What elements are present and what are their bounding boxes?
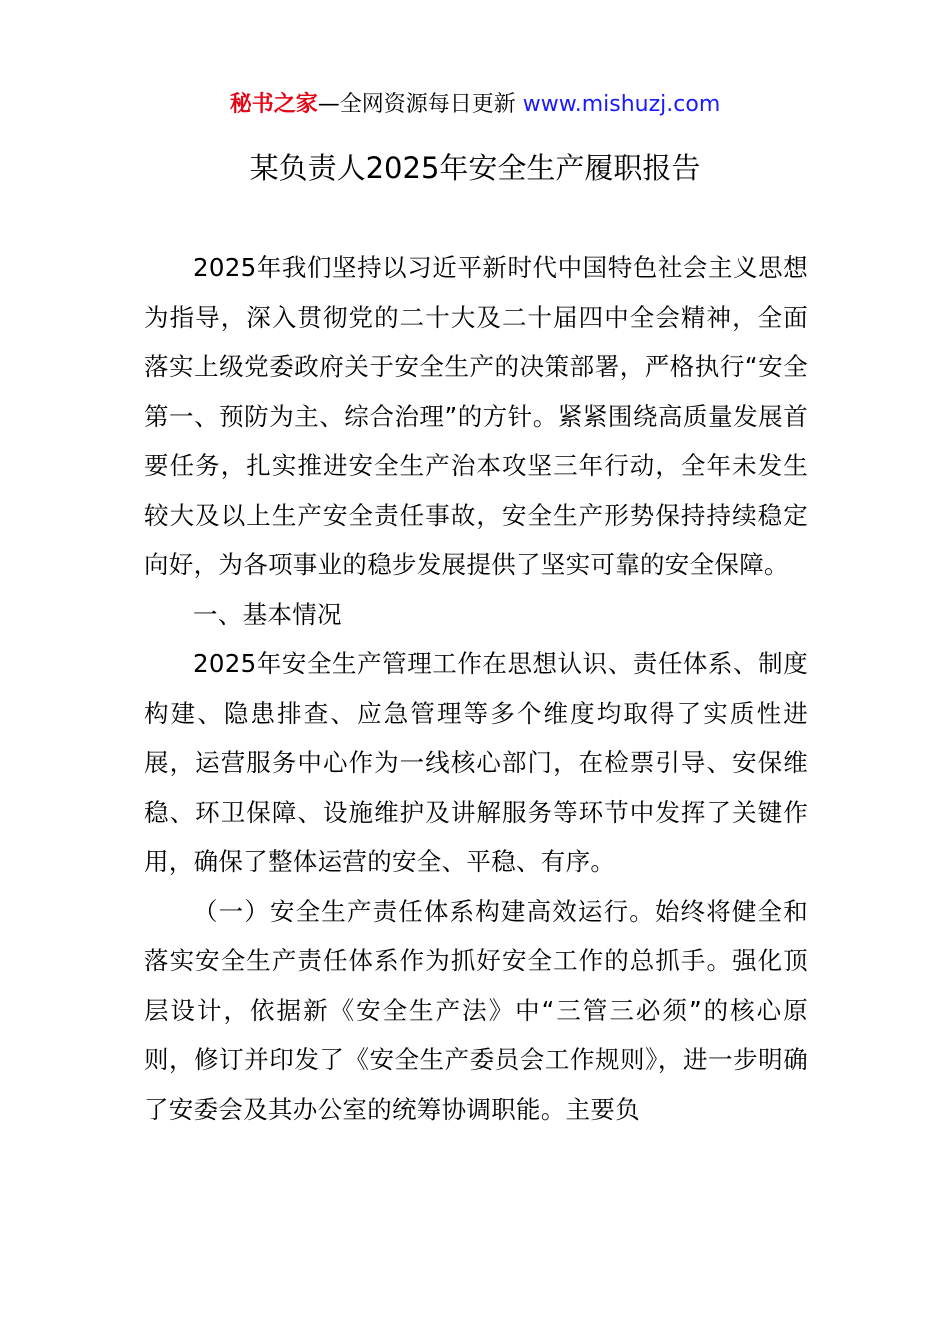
site-banner: [0, 88, 950, 122]
document-body: [144, 243, 808, 1134]
paragraph-intro: 2025年我们坚持以习近平新时代中国特色社会主义思想为指导，深入贯彻党的二十大及二十届四中全会精神，全面落实上级党委政府关于安全生产的决策部署，严格执行“安全第一、预防为主、综合治理”的方针。紧紧围绕高质量发展首要任务，扎实推进安全生产治本攻坚三年行动，全年未发生较大及以上生产安全责任事故，安全生产形势保持持续稳定向好，为各项事业的稳步发展提供了坚实可靠的安全保障。: [144, 253, 808, 579]
section-heading-basic-situation: 一、基本情况: [193, 599, 342, 629]
paragraph-responsibility-system: （一）安全生产责任体系构建高效运行。始终将健全和落实安全生产责任体系作为抓好安全工作的总抓手。强化顶层设计，依据新《安全生产法》中“三管三必须”的核心原则，修订并印发了《安全生产委员会工作规则》，进一步明确了安委会及其办公室的统筹协调职能。主要负: [144, 896, 808, 1124]
brand-name: 秘书之家: [229, 92, 318, 117]
site-url-link[interactable]: www.mishuzj.com: [522, 92, 721, 117]
banner-tagline: —全网资源每日更新: [317, 92, 523, 117]
document-title: 某负责人2025年安全生产履职报告: [249, 151, 701, 185]
paragraph-overview: 2025年安全生产管理工作在思想认识、责任体系、制度构建、隐患排查、应急管理等多个维度均取得了实质性进展，运营服务中心作为一线核心部门，在检票引导、安保维稳、环卫保障、设施维护及讲解服务等环节中发挥了关键作用，确保了整体运营的安全、平稳、有序。: [144, 649, 808, 876]
